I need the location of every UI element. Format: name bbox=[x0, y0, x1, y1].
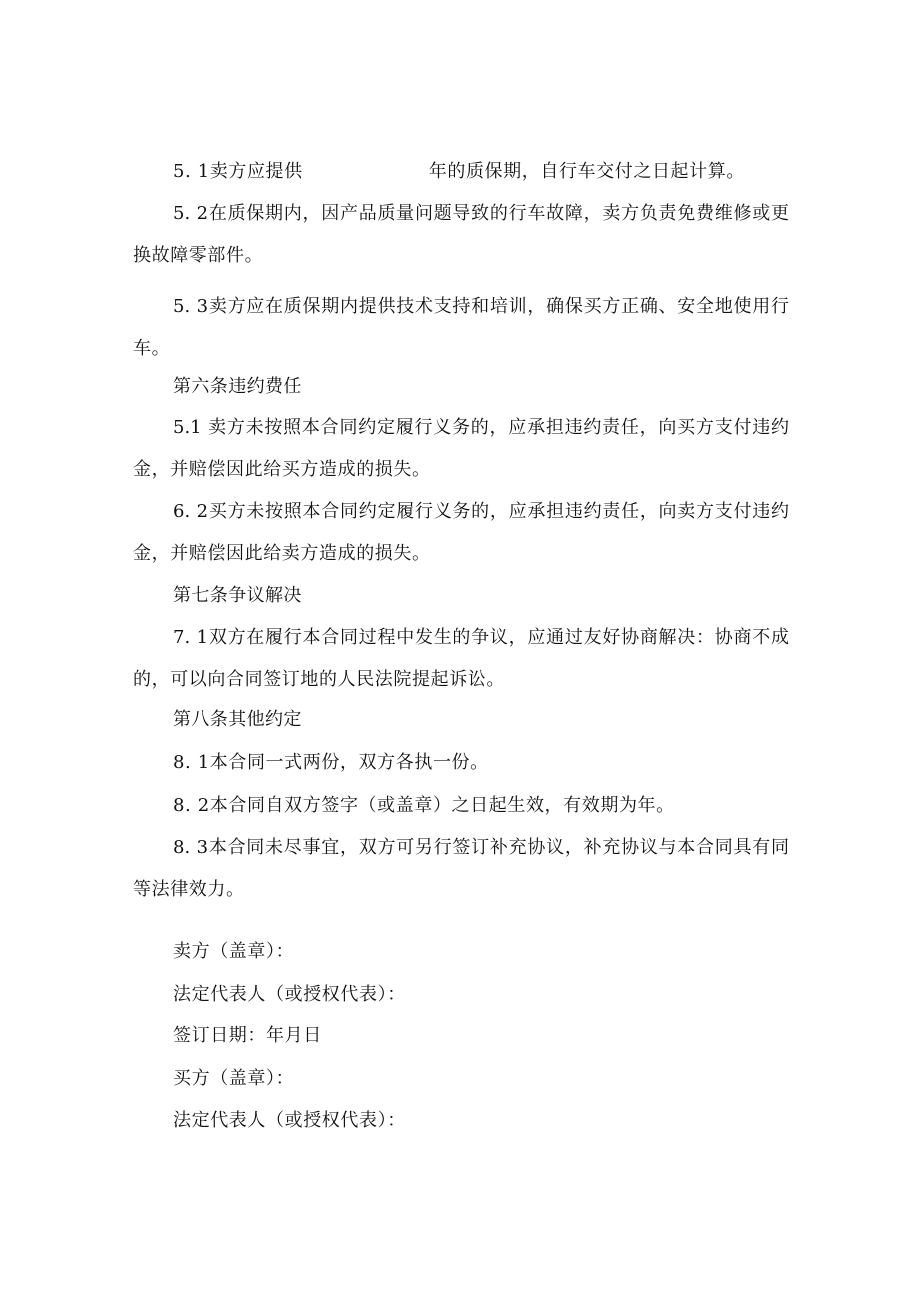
clause-6-1-line-1: 5.1 卖方未按照本合同约定履行义务的，应承担违约责任，向买方支付违约 bbox=[173, 417, 789, 438]
clause-5-2-line-2: 换故障零部件。 bbox=[133, 245, 264, 266]
clause-8-3-line-2: 等法律效力。 bbox=[133, 879, 245, 900]
article-6-heading: 第六条违约费任 bbox=[173, 376, 302, 397]
clause-5-2-line-1: 5. 2在质保期内，因产品质量问题导致的行车故障，卖方负责免费维修或更 bbox=[173, 203, 789, 224]
seller-seal-label: 卖方（盖章）： bbox=[173, 941, 295, 962]
buyer-seal-label: 买方（盖章）： bbox=[173, 1068, 295, 1089]
clause-5-1-tail: 年的质保期，自行车交付之日起计算。 bbox=[428, 161, 745, 182]
clause-8-1: 8. 1本合同一式两份，双方各执一份。 bbox=[173, 752, 489, 773]
seller-representative-label: 法定代表人（或授权代表）： bbox=[173, 984, 406, 1005]
clause-8-3-line-1: 8. 3本合同未尽事宜，双方可另行签订补充协议，补充协议与本合同具有同 bbox=[173, 837, 789, 858]
signing-date-label: 签订日期：年月日 bbox=[173, 1025, 322, 1046]
clause-7-1-line-1: 7. 1双方在履行本合同过程中发生的争议，应通过友好协商解决：协商不成 bbox=[173, 627, 789, 648]
clause-6-1-line-2: 金，并赔偿因此给买方造成的损失。 bbox=[133, 459, 431, 480]
clause-8-2: 8. 2本合同自双方签字（或盖章）之日起生效，有效期为年。 bbox=[173, 795, 675, 816]
clause-5-1-lead: 5. 1卖方应提供 bbox=[173, 161, 303, 182]
clause-5-3-line-2: 车。 bbox=[133, 338, 171, 359]
article-7-heading: 第七条争议解决 bbox=[173, 585, 302, 606]
clause-6-2-line-2: 金，并赔偿因此给卖方造成的损失。 bbox=[133, 543, 431, 564]
clause-6-2-line-1: 6. 2买方未按照本合同约定履行义务的，应承担违约责任，向卖方支付违约 bbox=[173, 501, 789, 522]
clause-7-1-line-2: 的，可以向合同签订地的人民法院提起诉讼。 bbox=[133, 669, 505, 690]
clause-5-3-line-1: 5. 3卖方应在质保期内提供技术支持和培训，确保买方正确、安全地使用行 bbox=[173, 296, 789, 317]
article-8-heading: 第八条其他约定 bbox=[173, 709, 302, 730]
buyer-representative-label: 法定代表人（或授权代表）： bbox=[173, 1110, 406, 1131]
clause-5-1 bbox=[173, 160, 745, 184]
